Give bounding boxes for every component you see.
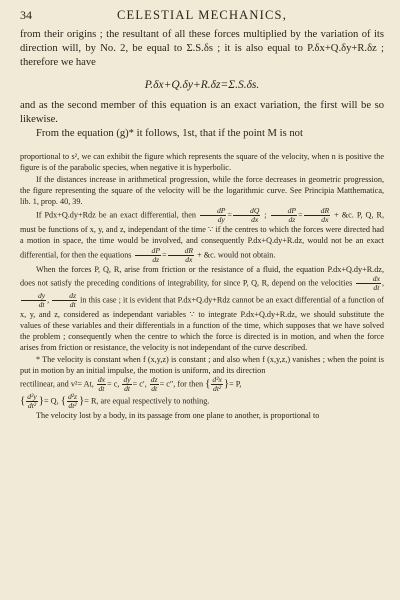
footnote-p2: If the distances increase in arithmetical progression, while the force decreases in geometric progression, the figure representing the square of the velocity will be the logarithmic curve. See Principia Matthematica, lib. 1, prop. 40, 39. xyxy=(20,174,384,207)
paragraph-3: From the equation (g)* it follows, 1st, that if the point M is not xyxy=(36,128,303,140)
footnote-p8: The velocity lost by a body, in its passage from one plane to another, is proportional to xyxy=(36,411,320,421)
fraction: $\frac{\text{d²x}}{\text{dt²}}$ xyxy=(212,375,222,394)
equation-1: P.δx+Q.δy+R.δz=Σ.S.δs. xyxy=(144,78,260,91)
page-header xyxy=(20,8,384,28)
fraction: $\frac{dQ}{dx}$ xyxy=(233,207,260,224)
fraction: $\frac{\text{d²y}}{\text{dt²}}$ xyxy=(27,392,37,411)
fraction: $\frac{dy}{dt}$ xyxy=(123,375,131,394)
footnotes xyxy=(20,151,384,421)
fraction: $\frac{dP}{dz}$ xyxy=(135,247,161,264)
fraction: $\frac{dx}{dt}$ xyxy=(356,275,381,292)
paragraph-1: from their origins ; the resultant of all these forces multiplied by the variation of its direction will, by No. 2, be equal to Σ.S.δs ; it is also equal to P.δx+Q.δy+R.δz ; therefore we have xyxy=(20,29,384,69)
running-title: CELESTIAL MECHANICS, xyxy=(116,8,288,22)
footnote-p5: * The velocity is constant when f (x,y,z) is constant ; and also when f (x,y,z,) vanishes ; when the point is put in motion by an initial impulse, the motion is uniform, and its direction xyxy=(20,354,384,375)
fraction: $\frac{\text{d²z}}{\text{dt²}}$ xyxy=(67,392,77,411)
fraction: $\frac{dP}{dy}$ xyxy=(200,207,226,224)
footnote-p1: proportional to s², we can exhibit the figure which represents the square of the velocity, when n is positive the figure is of the parabolic species, when negative it is hyperbolic. xyxy=(20,152,384,173)
page-number: 34 xyxy=(20,8,32,22)
footnote-p3: If Pdx+Q.dy+Rdz be an exact differential, then $\frac{dP}{dy}$ = $\frac{dQ}{dx}$ ; $\frac{dP}{dz}$ = $\frac{dR}{dx}$ + &c. P, Q, R, must be functions of x, y, and z, independant of the time ∵ if the centres to which the forces were directed had a motion in space, the time would be involved, and consequently P.dx+Q.dy+R.dz, would not be an exact differential, for then the equations $\frac{dP}{dz}$ = $\frac{dR}{dx}$ + &c. would not obtain. xyxy=(20,206,385,264)
fraction: $\frac{dR}{dx}$ xyxy=(304,207,330,224)
fraction: $\frac{dz}{dt}$ xyxy=(150,375,158,394)
fraction: $\frac{dP}{dz}$ xyxy=(271,207,297,224)
footnote-p6: rectilinear, and v²= At, $\frac{dx}{dt}$ = c, $\frac{dy}{dt}$ = c′, $\frac{dz}{dt}$ = c″, for then { $\frac{\text{d²x}}{\text{dt²}}$ }= P, xyxy=(20,375,242,394)
paragraph-2: and as the second member of this equation is an exact variation, the first will be so likewise. xyxy=(20,99,384,125)
fraction: $\frac{dx}{dt}$ xyxy=(97,375,106,394)
footnote-p4: When the forces P, Q, R, arise from friction or the resistance of a fluid, the equation P.dx+Q.dy+R.dz, does not satisfy the preceding conditions of integrability, for since P, Q, R, depend on the velocities $\frac{dx}{dt}$ , $\frac{dy}{dt}$ , $\frac{dz}{dt}$ in this case ; it is evident that P.dx+Q.dy+Rdz cannot be an exact differential of a function of x, y, and z, considered as independant variables ∵ to integrate P.dx+Q.dy+R.dz, we should substitute the values of these variables and their differentials in a function of the time, which supposes that we have solved the problem ; consequently when the centre to which the force is directed is in motion, and when the force arises from friction or resistance, the velocity is not independant of the curve described. xyxy=(20,264,385,353)
footnote-p7: { $\frac{\text{d²y}}{\text{dt²}}$ }= Q, { $\frac{\text{d²z}}{\text{dt²}}$ }= R, are equal respectively to nothing. xyxy=(20,392,210,411)
fraction: $\frac{dz}{dt}$ xyxy=(52,292,77,309)
fraction: $\frac{dy}{dt}$ xyxy=(21,292,46,309)
fraction: $\frac{dR}{dx}$ xyxy=(168,247,194,264)
